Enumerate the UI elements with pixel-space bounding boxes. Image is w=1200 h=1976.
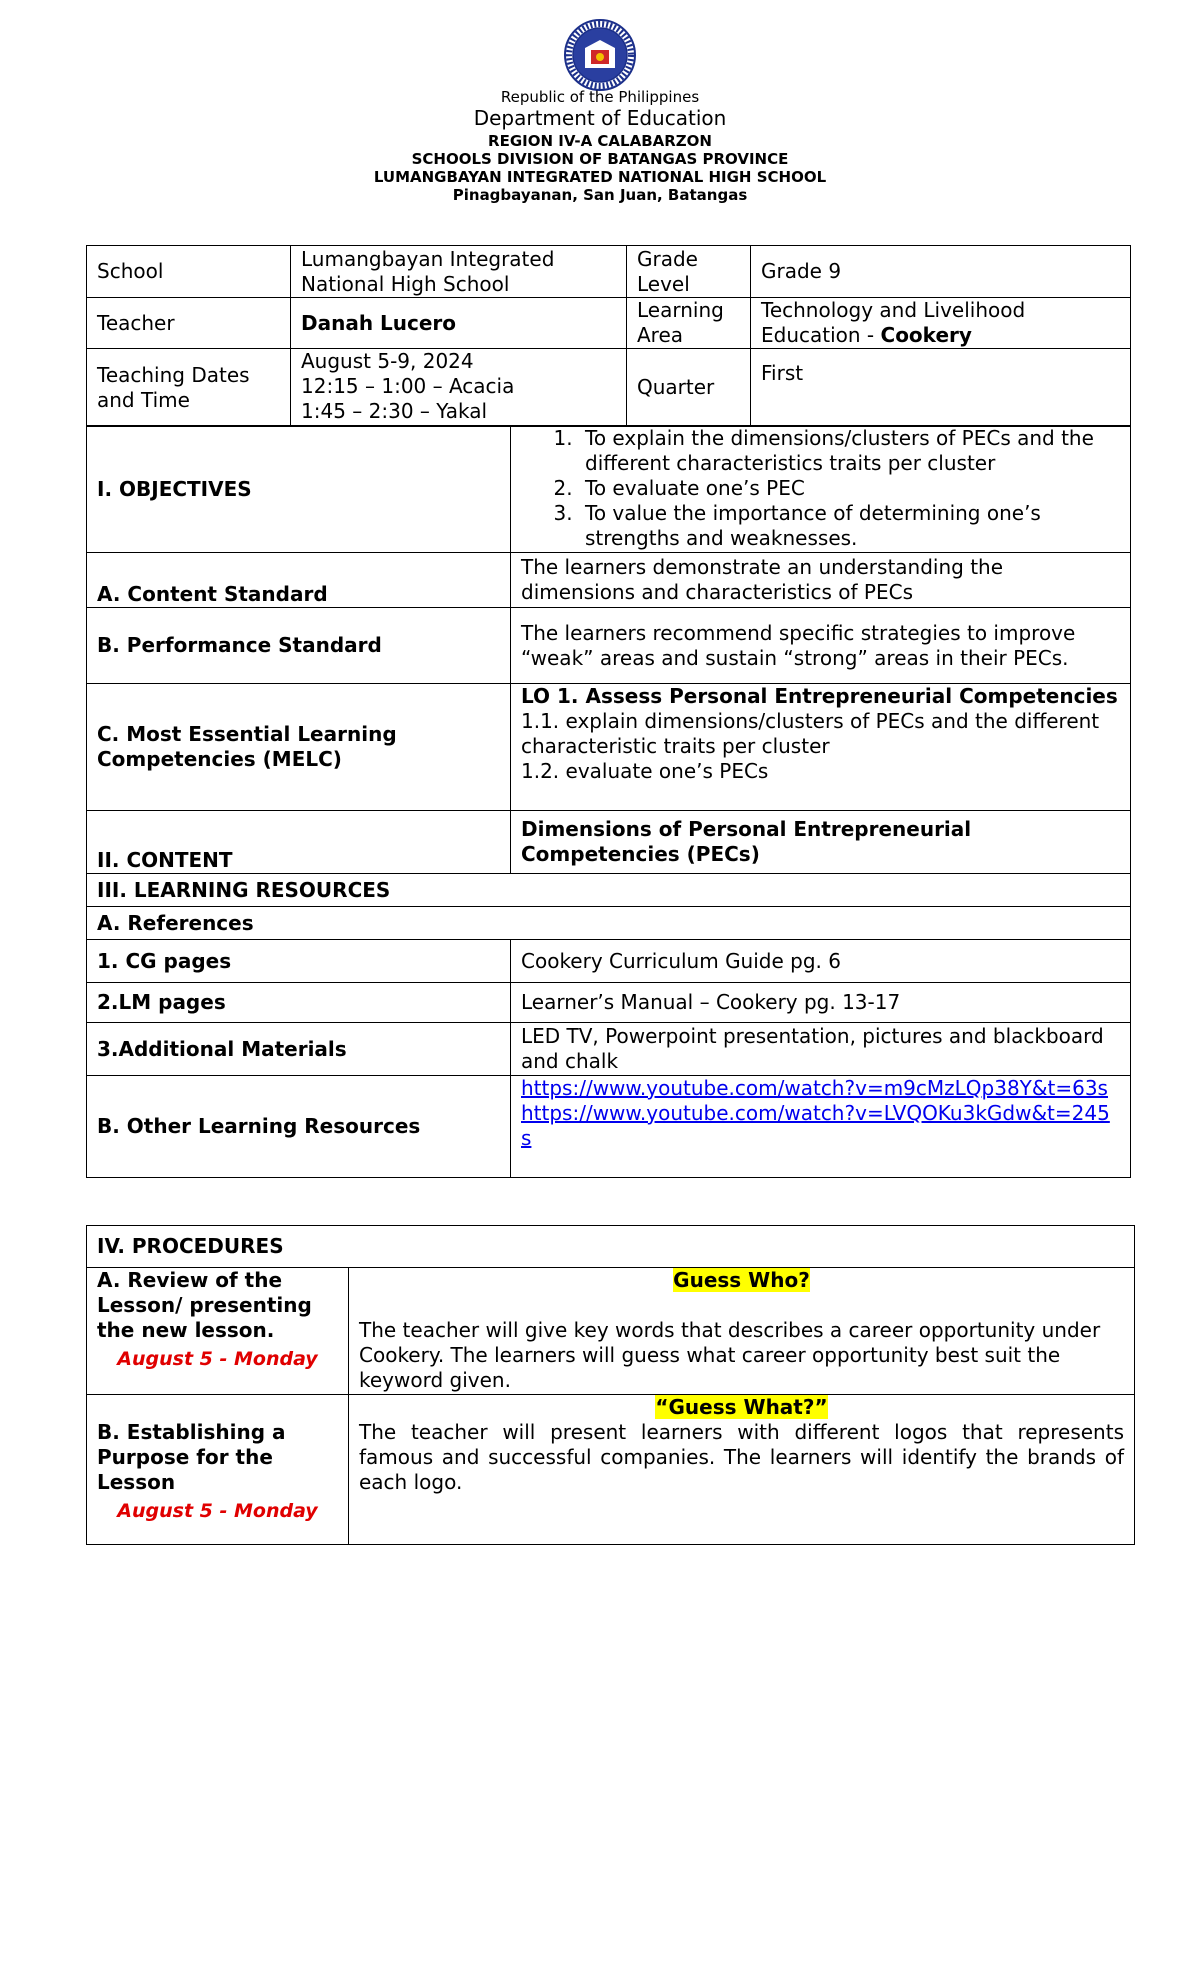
performance-standard-label: B. Performance Standard: [87, 608, 511, 684]
info-table: [86, 245, 1131, 427]
deped-seal-icon: [563, 18, 637, 92]
cg-value: Cookery Curriculum Guide pg. 6: [511, 940, 1131, 983]
department-line: Department of Education: [473, 106, 727, 130]
additional-row: [87, 1023, 1131, 1076]
lesson-plan-table: [86, 425, 1131, 1178]
procedure-b-label: B. Establishing a Purpose for the Lesson: [97, 1420, 286, 1494]
content-standard-value: The learners demonstrate an understanding the dimensions and characteristics of PECs: [511, 553, 1131, 608]
procedure-b-date: August 5 - Monday: [117, 1500, 318, 1522]
procedures-title-row: [87, 1226, 1135, 1268]
dates-line3: 1:45 – 2:30 – Yakal: [301, 399, 488, 423]
grade-label: Grade Level: [627, 246, 751, 298]
grade-value: Grade 9: [751, 246, 1131, 298]
teacher-value: Danah Lucero: [291, 298, 627, 349]
other-resources-label: B. Other Learning Resources: [87, 1076, 511, 1178]
lm-value: Learner’s Manual – Cookery pg. 13-17: [511, 983, 1131, 1023]
youtube-link-1[interactable]: https://www.youtube.com/watch?v=m9cMzLQp38Y&t=63s: [521, 1076, 1108, 1100]
references-row: [87, 907, 1131, 940]
area-cell: [751, 298, 1131, 349]
teacher-label: Teacher: [87, 298, 291, 349]
area-value-bold: Cookery: [880, 323, 972, 347]
info-row-school: [87, 246, 1131, 298]
school-label: School: [87, 246, 291, 298]
youtube-link-2[interactable]: https://www.youtube.com/watch?v=LVQOKu3kGdw&t=245s: [521, 1101, 1110, 1150]
melc-row: [87, 684, 1131, 811]
objectives-label: I. OBJECTIVES: [87, 426, 511, 553]
dates-label: Teaching Dates and Time: [87, 349, 291, 427]
procedure-a-label-cell: [87, 1268, 349, 1395]
guess-what-heading: “Guess What?”: [655, 1395, 828, 1419]
procedure-a-date: August 5 - Monday: [117, 1348, 318, 1370]
republic-line: Republic of the Philippines: [500, 88, 700, 106]
other-resources-cell: [511, 1076, 1131, 1178]
region-line: REGION IV-A CALABARZON: [488, 132, 712, 150]
procedures-table: [86, 1225, 1135, 1545]
content-standard-row: [87, 553, 1131, 608]
guess-who-heading: Guess Who?: [673, 1268, 810, 1292]
resources-row: [87, 874, 1131, 907]
school-value: Lumangbayan Integrated National High School: [291, 246, 627, 298]
area-label: Learning Area: [627, 298, 751, 349]
procedure-b-label-cell: [87, 1395, 349, 1545]
performance-standard-row: [87, 608, 1131, 684]
content-row: [87, 811, 1131, 874]
cg-row: [87, 940, 1131, 983]
info-row-teacher: [87, 298, 1131, 349]
procedure-b-row: [87, 1395, 1135, 1545]
additional-value: LED TV, Powerpoint presentation, pictures and blackboard and chalk: [511, 1023, 1131, 1076]
melc-item-2: 1.2. evaluate one’s PECs: [521, 759, 769, 783]
references-label: A. References: [87, 907, 1131, 940]
melc-cell: [511, 684, 1131, 811]
melc-item-1: 1.1. explain dimensions/clusters of PECs and the different characteristic traits per cluster: [521, 709, 1100, 758]
additional-label: 3.Additional Materials: [87, 1023, 511, 1076]
performance-standard-value: The learners recommend specific strategies to improve “weak” areas and sustain “strong” areas in their PECs.: [511, 608, 1131, 684]
procedure-a-row: [87, 1268, 1135, 1395]
quarter-label: Quarter: [627, 349, 751, 427]
quarter-value: First: [751, 349, 1131, 427]
address-line: Pinagbayanan, San Juan, Batangas: [452, 186, 748, 204]
melc-label: C. Most Essential Learning Competencies (MELC): [87, 684, 511, 811]
resources-label: III. LEARNING RESOURCES: [87, 874, 1131, 907]
dates-line1: August 5-9, 2024: [301, 349, 474, 373]
objectives-cell: [511, 426, 1131, 553]
objectives-list: [521, 426, 1120, 551]
objective-item: 2. To evaluate one’s PEC: [579, 476, 1120, 501]
dates-cell: [291, 349, 627, 427]
lm-row: [87, 983, 1131, 1023]
cg-label: 1. CG pages: [87, 940, 511, 983]
division-line: SCHOOLS DIVISION OF BATANGAS PROVINCE: [411, 150, 789, 168]
objective-item: 1. To explain the dimensions/clusters of PECs and the different characteristics traits per cluster: [579, 426, 1120, 476]
school-line: LUMANGBAYAN INTEGRATED NATIONAL HIGH SCHOOL: [373, 168, 827, 186]
content-standard-label: A. Content Standard: [87, 553, 511, 608]
other-resources-row: [87, 1076, 1131, 1178]
info-row-dates: [87, 349, 1131, 427]
area-value: Technology and Livelihood Education -: [761, 298, 1026, 347]
procedure-a-text: The teacher will give key words that describes a career opportunity under Cookery. The learners will guess what career opportunity best suit the keyword given.: [359, 1318, 1101, 1392]
procedures-title: IV. PROCEDURES: [87, 1226, 1135, 1268]
content-label: II. CONTENT: [87, 811, 511, 874]
procedure-a-cell: [349, 1268, 1135, 1395]
objectives-row: [87, 426, 1131, 553]
dates-line2: 12:15 – 1:00 – Acacia: [301, 374, 515, 398]
procedure-b-cell: [349, 1395, 1135, 1545]
procedure-a-label: A. Review of the Lesson/ presenting the new lesson.: [97, 1268, 312, 1342]
procedure-b-text: The teacher will present learners with different logos that represents famous and successful companies. The learners will identify the brands of each logo.: [359, 1420, 1124, 1494]
objective-item: 3. To value the importance of determining one’s strengths and weaknesses.: [579, 501, 1120, 551]
melc-title: LO 1. Assess Personal Entrepreneurial Competencies: [521, 684, 1118, 708]
lm-label: 2.LM pages: [87, 983, 511, 1023]
content-value: Dimensions of Personal Entrepreneurial Competencies (PECs): [511, 811, 1131, 874]
